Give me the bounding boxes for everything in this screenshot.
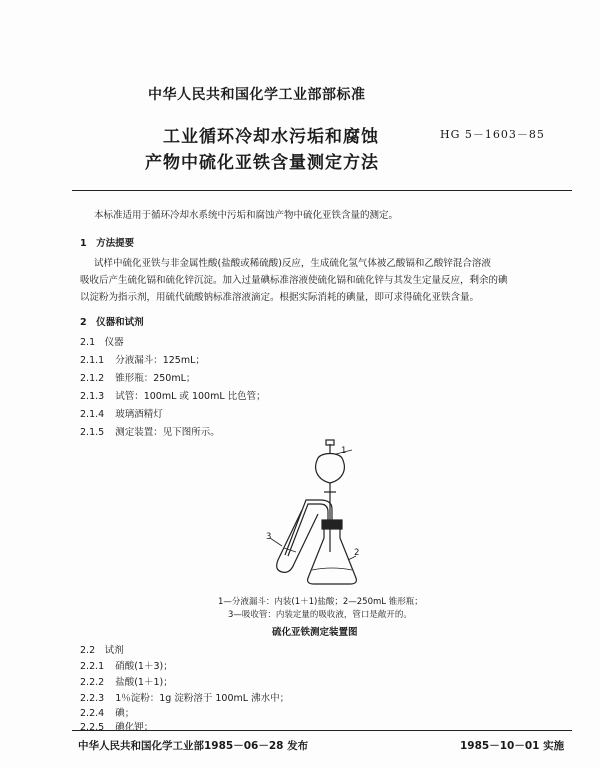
item-number: 2.2.2	[80, 677, 105, 688]
item-text: 测定装置：见下图所示。	[115, 427, 220, 438]
instrument-item	[80, 424, 220, 438]
subsection-reagents-heading: 2.2 试剂	[80, 645, 124, 656]
section1-heading: 1 方法提要	[80, 238, 135, 249]
reagent-item	[80, 674, 173, 688]
document-title-line2: 产物中硫化亚铁含量测定方法	[145, 153, 379, 173]
section1-line2: 吸收后产生硫化镉和硫化锌沉淀。加入过量碘标准溶液使硫化镉和硫化锌与其发生定量反应，剩余的碘	[80, 275, 508, 286]
figure-caption-line1: 1—分液漏斗：内装(1＋1)盐酸；2—250mL 锥形瓶；	[218, 597, 423, 607]
section1-line3: 以淀粉为指示剂，用硫代硫酸钠标准溶液滴定。根据实际消耗的碘量，即可求得硫化亚铁含量。	[80, 292, 480, 303]
absorption-tube	[277, 510, 318, 572]
item-text: 碘；	[115, 708, 135, 719]
item-text: 碘化钾；	[115, 722, 154, 733]
header-rule	[72, 190, 572, 191]
subsection-instruments-heading: 2.1 仪器	[80, 337, 124, 348]
item-number: 2.2.1	[80, 661, 105, 672]
item-text: 玻璃酒精灯	[115, 409, 163, 420]
item-number: 2.1.3	[80, 391, 105, 402]
item-number: 2.2.4	[80, 708, 105, 719]
effective-date: 1985－10－01 实施	[460, 740, 565, 752]
item-number: 2.1.1	[80, 355, 105, 366]
item-number: 2.1.5	[80, 427, 105, 438]
item-number: 2.1.4	[80, 409, 105, 420]
reagent-item	[80, 705, 134, 719]
delivery-tube	[288, 504, 328, 556]
flask-stopper	[322, 520, 342, 529]
instrument-item	[80, 388, 266, 402]
instrument-item	[80, 352, 205, 366]
item-text: 1％淀粉：1g 淀粉溶于 100mL 沸水中；	[115, 693, 290, 704]
reagent-item	[80, 690, 289, 704]
document-title-line1: 工业循环冷却水污垢和腐蚀	[163, 127, 379, 147]
item-text: 硝酸(1＋3)；	[115, 661, 173, 672]
section1-line1: 试样中硫化亚铁与非金属性酸(盐酸或稀硫酸)反应，生成硫化氢气体被乙酸镉和乙酸锌混合溶液	[94, 258, 491, 269]
section2-heading: 2 仪器和试剂	[80, 317, 144, 328]
issue-date: 中华人民共和国化学工业部1985－06－28 发布	[78, 740, 309, 752]
figure-label-1: 1	[341, 446, 347, 456]
conical-flask	[308, 520, 360, 584]
intro-text: 本标准适用于循环冷却水系统中污垢和腐蚀产物中硫化亚铁含量的测定。	[94, 210, 399, 221]
instrument-item	[80, 370, 195, 384]
item-text: 锥形瓶：250mL；	[115, 373, 196, 384]
funnel-bulb	[316, 454, 345, 484]
footer-rule	[72, 730, 572, 731]
standard-code: HG 5－1603－85	[440, 128, 545, 141]
funnel-stopper	[326, 440, 334, 445]
figure-title: 硫化亚铁测定装置图	[272, 627, 358, 638]
instrument-item	[80, 406, 163, 420]
figure-label-3: 3	[266, 532, 272, 542]
item-text: 试管：100mL 或 100mL 比色管；	[115, 391, 266, 402]
reagent-item	[80, 658, 173, 672]
item-text: 盐酸(1＋1)；	[115, 677, 173, 688]
issuing-organization: 中华人民共和国化学工业部部标准	[148, 87, 366, 103]
item-number: 2.1.2	[80, 373, 105, 384]
figure-label-2: 2	[354, 548, 360, 558]
item-number: 2.2.3	[80, 693, 105, 704]
item-text: 分液漏斗：125mL；	[115, 355, 205, 366]
figure-caption-line2: 3—吸收管：内装定量的吸收液，管口是敞开的。	[228, 610, 412, 620]
item-number: 2.2.5	[80, 722, 105, 733]
